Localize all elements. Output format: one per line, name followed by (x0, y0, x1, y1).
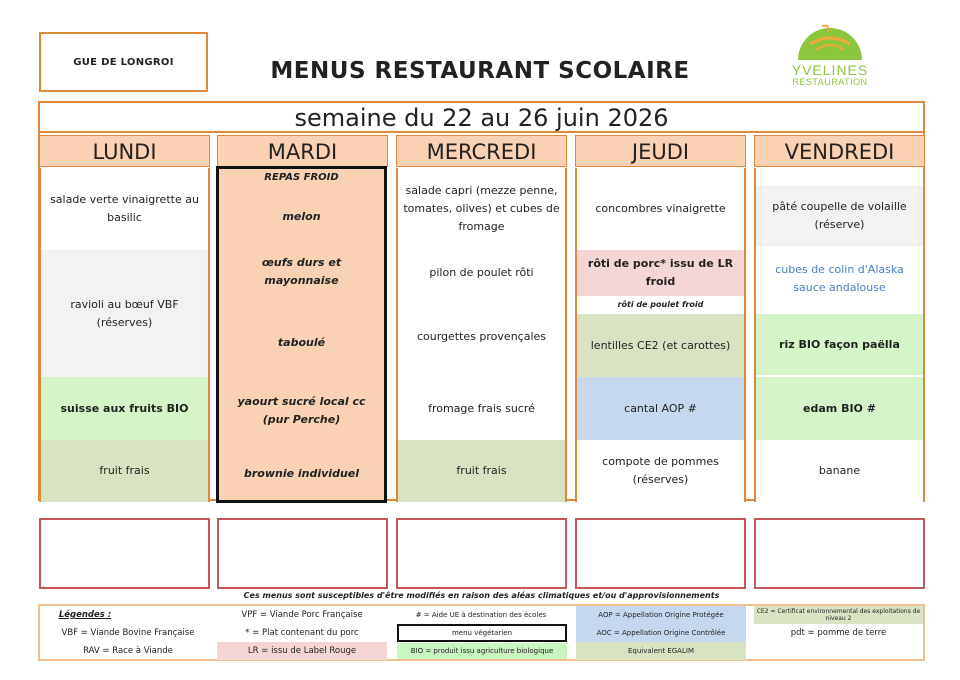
legend-ce2: CE2 = Certificat environnemental des exploitations de niveau 2 (754, 606, 923, 624)
menu-item: pâté coupelle de volaille (réserve) (756, 186, 923, 246)
menu-item: riz BIO façon paëlla (756, 314, 923, 375)
day-column-lundi (39, 135, 210, 502)
page-title: MENUS RESTAURANT SCOLAIRE (270, 58, 690, 84)
menu-item: œufs durs et mayonnaise (261, 256, 342, 287)
legend-lr: LR = issu de Label Rouge (217, 642, 387, 660)
day-header: MERCREDI (396, 135, 567, 167)
legend-bio: BIO = produit issu agriculture biologique (397, 643, 567, 659)
day-header: VENDREDI (754, 135, 925, 167)
legend-aop: AOP = Appellation Origine Protégée (576, 606, 746, 624)
logo-line2: RESTAURATION (792, 77, 868, 87)
school-name: GUE DE LONGROI (39, 32, 208, 92)
disclaimer: Ces menus sont susceptibles d'être modifiés en raison des aléas climatiques et/ou d'approvisionnements (243, 591, 720, 600)
menu-item: brownie individuel (243, 467, 360, 480)
menu-item: compote de pommes (réserves) (577, 440, 744, 502)
day-column-mercredi (396, 135, 567, 502)
spacer (756, 168, 923, 186)
empty-box (754, 518, 925, 589)
day-header: LUNDI (39, 135, 210, 167)
menu-item: pilon de poulet rôti (398, 250, 565, 296)
legend-rav: RAV = Race à Viande (83, 646, 173, 656)
menu-item: salade capri (mezze penne, tomates, olives) et cubes de fromage (398, 168, 565, 250)
logo-line1: YVELINES (791, 62, 869, 78)
legend-porc: * = Plat contenant du porc (245, 628, 359, 638)
menu-item: fruit frais (398, 440, 565, 502)
day-column-jeudi (575, 135, 746, 502)
legend-aoc: AOC = Appellation Origine Contrôlée (576, 624, 746, 642)
week-title: semaine du 22 au 26 juin 2026 (40, 103, 923, 133)
legend-vbf: VBF = Viande Bovine Française (61, 628, 195, 638)
menu-item: lentilles CE2 (et carottes) (577, 314, 744, 377)
menu-item: melon (282, 210, 321, 223)
legend-pdt: pdt = pomme de terre (790, 628, 887, 638)
menu-item: cubes de colin d'Alaska sauce andalouse (756, 246, 923, 312)
day-column-vendredi (754, 135, 925, 502)
empty-box (396, 518, 567, 589)
empty-box (575, 518, 746, 589)
menu-item: suisse aux fruits BIO (41, 377, 208, 440)
legend (38, 604, 925, 661)
menu-item: concombres vinaigrette (577, 168, 744, 250)
menu-item: fruit frais (41, 440, 208, 502)
menu-item: banane (756, 440, 923, 502)
legend-egalim: Equivalent EGALIM (576, 642, 746, 660)
legend-vpf: VPF = Viande Porc Française (241, 610, 363, 620)
legend-aide: # = Aide UE à destination des écoles (415, 611, 547, 619)
menu-item: courgettes provençales (398, 296, 565, 377)
cold-meal-note: REPAS FROID (264, 172, 339, 183)
cold-meal-box (216, 166, 387, 503)
menu-item: salade verte vinaigrette au basilic (41, 168, 208, 250)
menu-item: rôti de porc* issu de LR froid (577, 250, 744, 296)
empty-box (39, 518, 210, 589)
menu-item: cantal AOP # (577, 377, 744, 440)
empty-box (217, 518, 388, 589)
menu-item: edam BIO # (756, 377, 923, 440)
menu-item: fromage frais sucré (398, 377, 565, 440)
menu-item: taboulé (277, 336, 326, 349)
legend-vege: menu végétarien (397, 624, 567, 642)
menu-item: ravioli au bœuf VBF (réserves) (41, 250, 208, 377)
yvelines-logo (780, 24, 880, 90)
day-header: JEUDI (575, 135, 746, 167)
sun-leaf-icon (780, 24, 880, 64)
legend-title: Légendes : (58, 610, 112, 620)
menu-item: yaourt sucré local cc (pur Perche) (237, 395, 366, 426)
menu-item: rôti de poulet froid (577, 296, 744, 314)
day-header: MARDI (217, 135, 388, 167)
